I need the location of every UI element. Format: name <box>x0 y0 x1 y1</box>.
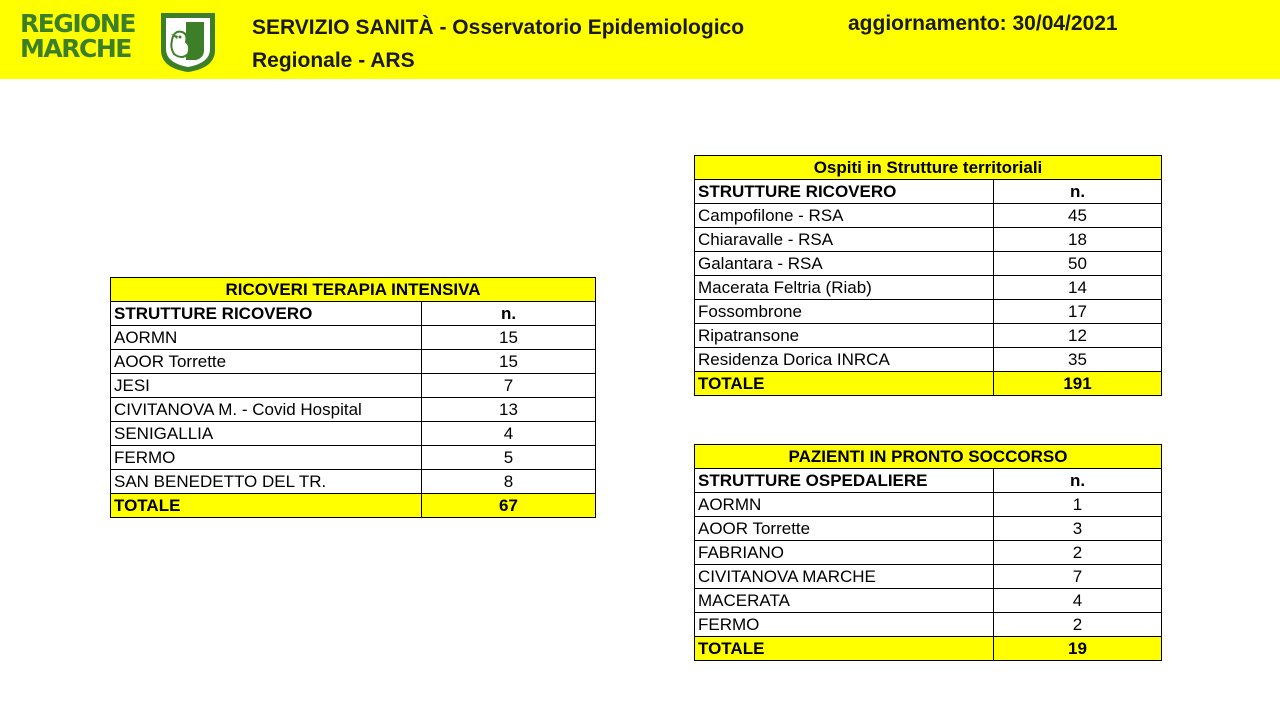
update-date: aggiornamento: 30/04/2021 <box>848 12 1118 35</box>
structure-name: FERMO <box>695 613 994 637</box>
table-row <box>695 204 1162 228</box>
icu-table-title-row <box>111 278 596 302</box>
count-value: 50 <box>994 252 1162 276</box>
table-row <box>111 374 596 398</box>
structure-name: AORMN <box>695 493 994 517</box>
count-value: 14 <box>994 276 1162 300</box>
table-row <box>111 422 596 446</box>
page-header <box>0 0 1280 79</box>
structure-name: SAN BENEDETTO DEL TR. <box>111 470 422 494</box>
table-row <box>695 252 1162 276</box>
emergency-table <box>694 444 1162 661</box>
table-row <box>111 350 596 374</box>
structure-name: Fossombrone <box>695 300 994 324</box>
logo-line-2: MARCHE <box>20 34 131 63</box>
emergency-table-title-row <box>695 445 1162 469</box>
count-value: 45 <box>994 204 1162 228</box>
table-row <box>695 517 1162 541</box>
count-value: 4 <box>994 589 1162 613</box>
table-row <box>695 300 1162 324</box>
total-label: TOTALE <box>695 372 994 396</box>
total-value: 191 <box>994 372 1162 396</box>
total-value: 19 <box>994 637 1162 661</box>
structure-name: SENIGALLIA <box>111 422 422 446</box>
territorial-col-count: n. <box>994 180 1162 204</box>
territorial-table-title: Ospiti in Strutture territoriali <box>695 156 1162 180</box>
structure-name: AOOR Torrette <box>695 517 994 541</box>
count-value: 18 <box>994 228 1162 252</box>
territorial-col-structures: STRUTTURE RICOVERO <box>695 180 994 204</box>
structure-name: JESI <box>111 374 422 398</box>
structure-name: CIVITANOVA M. - Covid Hospital <box>111 398 422 422</box>
header-title <box>252 11 744 77</box>
structure-name: Galantara - RSA <box>695 252 994 276</box>
table-row <box>111 326 596 350</box>
table-row <box>695 276 1162 300</box>
table-row <box>111 446 596 470</box>
structure-name: FERMO <box>111 446 422 470</box>
table-row <box>695 541 1162 565</box>
count-value: 17 <box>994 300 1162 324</box>
structure-name: Macerata Feltria (Riab) <box>695 276 994 300</box>
count-value: 12 <box>994 324 1162 348</box>
table-row <box>695 589 1162 613</box>
structure-name: Chiaravalle - RSA <box>695 228 994 252</box>
count-value: 1 <box>994 493 1162 517</box>
table-row <box>111 470 596 494</box>
emergency-total-row <box>695 637 1162 661</box>
structure-name: CIVITANOVA MARCHE <box>695 565 994 589</box>
total-label: TOTALE <box>695 637 994 661</box>
header-title-line-1: SERVIZIO SANITÀ - Osservatorio Epidemiologico <box>252 16 745 39</box>
emergency-table-header-row <box>695 469 1162 493</box>
count-value: 13 <box>422 398 596 422</box>
regional-emblem-icon <box>158 10 218 74</box>
table-row <box>695 228 1162 252</box>
count-value: 5 <box>422 446 596 470</box>
count-value: 15 <box>422 326 596 350</box>
count-value: 15 <box>422 350 596 374</box>
count-value: 35 <box>994 348 1162 372</box>
regione-marche-logo <box>20 11 135 61</box>
table-row <box>695 324 1162 348</box>
logo-line-1: REGIONE <box>20 9 135 38</box>
icu-col-count: n. <box>422 302 596 326</box>
table-row <box>695 348 1162 372</box>
count-value: 2 <box>994 541 1162 565</box>
table-row <box>695 493 1162 517</box>
structure-name: AORMN <box>111 326 422 350</box>
territorial-table-header-row <box>695 180 1162 204</box>
table-row <box>695 565 1162 589</box>
icu-table <box>110 277 596 518</box>
emergency-table-title: PAZIENTI IN PRONTO SOCCORSO <box>695 445 1162 469</box>
table-row <box>111 398 596 422</box>
structure-name: FABRIANO <box>695 541 994 565</box>
structure-name: Residenza Dorica INRCA <box>695 348 994 372</box>
table-row <box>695 613 1162 637</box>
icu-col-structures: STRUTTURE RICOVERO <box>111 302 422 326</box>
structure-name: Ripatransone <box>695 324 994 348</box>
structure-name: MACERATA <box>695 589 994 613</box>
header-title-line-2: Regionale - ARS <box>252 49 415 72</box>
territorial-total-row <box>695 372 1162 396</box>
structure-name: Campofilone - RSA <box>695 204 994 228</box>
total-label: TOTALE <box>111 494 422 518</box>
icu-table-title: RICOVERI TERAPIA INTENSIVA <box>111 278 596 302</box>
count-value: 3 <box>994 517 1162 541</box>
count-value: 8 <box>422 470 596 494</box>
total-value: 67 <box>422 494 596 518</box>
count-value: 7 <box>422 374 596 398</box>
structure-name: AOOR Torrette <box>111 350 422 374</box>
territorial-table-title-row <box>695 156 1162 180</box>
emergency-col-count: n. <box>994 469 1162 493</box>
icu-table-header-row <box>111 302 596 326</box>
icu-total-row <box>111 494 596 518</box>
count-value: 4 <box>422 422 596 446</box>
count-value: 7 <box>994 565 1162 589</box>
territorial-table <box>694 155 1162 396</box>
count-value: 2 <box>994 613 1162 637</box>
emergency-col-structures: STRUTTURE OSPEDALIERE <box>695 469 994 493</box>
